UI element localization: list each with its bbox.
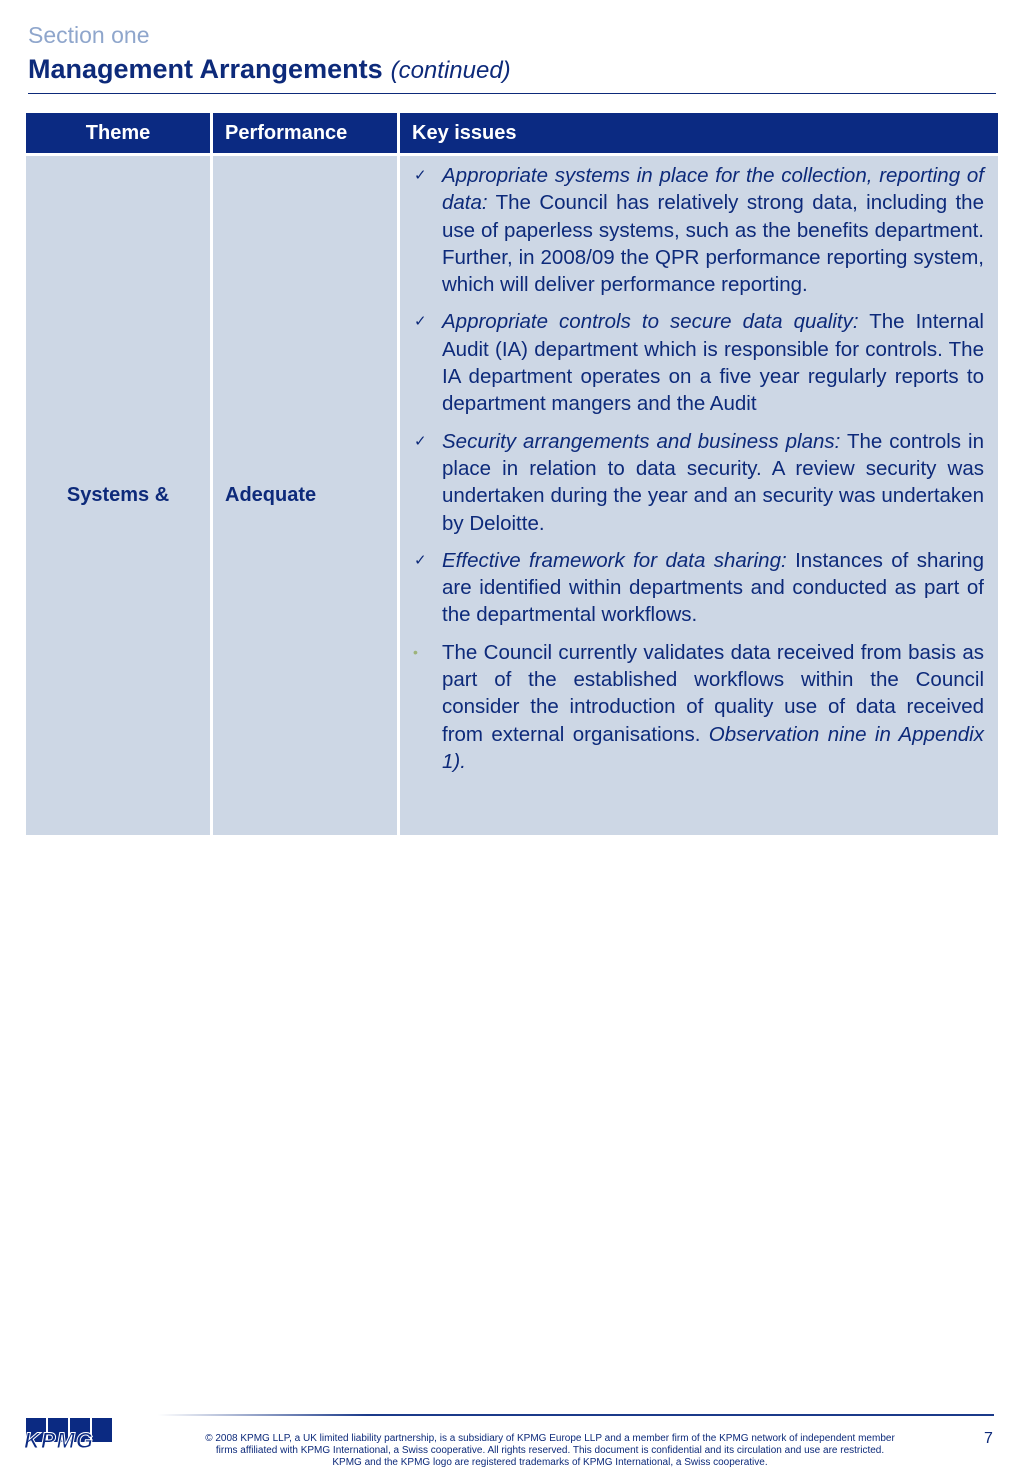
key-issue-body: The Council currently validates data received from basis as part of the established workflows within the Council consider the introduction of quality use of data received from external organisations. [442,640,984,746]
page-number: 7 [984,1430,993,1447]
checkmark-icon: ✓ [414,432,427,450]
key-issue-item [412,162,984,298]
copyright-line: © 2008 KPMG LLP, a UK limited liability partnership, is a subsidiary of KPMG Europe LLP and a member firm of the KPMG network of independent member [205,1433,895,1444]
key-issue-item [412,639,984,775]
title-divider [28,93,996,94]
column-header-performance: Performance [213,113,400,156]
bullet-dot-icon: • [413,643,418,660]
kpmg-logo [26,1418,112,1454]
key-issue-heading: Appropriate systems in place for the collection, reporting of data: [442,164,984,215]
key-issues-table [26,113,998,835]
checkmark-icon: ✓ [414,313,427,331]
key-issue-heading: Appropriate controls to secure data quality: [442,310,859,334]
key-issue-heading: Security arrangements and business plans: [442,429,841,453]
key-issue-body: The Internal Audit (IA) department which is responsible for controls. The IA department operates on a five year regularly reports to department mangers and the Audit [442,310,984,416]
page-title-suffix: (continued) [390,57,511,84]
copyright-line: KPMG and the KPMG logo are registered trademarks of KPMG International, a Swiss cooperative. [332,1457,768,1468]
key-issue-body: The Council has relatively strong data, including the use of paperless systems, such as the benefits department. Further, in 2008/09 the QPR performance reporting system, which will deliver performance reporting. [442,191,984,297]
performance-cell: Adequate [213,156,400,835]
page-title-text: Management Arrangements [28,54,383,84]
checkmark-icon: ✓ [414,551,427,569]
table-row [26,156,998,835]
section-label: Section one [28,22,150,48]
key-issues-cell [400,156,998,835]
key-issue-body: Instances of sharing are identified within departments and conducted as part of the departmental workflows. [442,548,984,627]
key-issues-list [412,162,984,775]
table-header-row [26,113,998,156]
footer-copyright [150,1433,950,1469]
column-header-key-issues: Key issues [400,113,998,156]
key-issue-item [412,428,984,537]
key-issue-body: The controls in place in relation to data security. A review security was undertaken during the year and an security was undertaken by Deloitte. [442,429,984,535]
column-header-theme: Theme [26,113,213,156]
key-issue-heading: Effective framework for data sharing: [442,548,787,572]
key-issue-tail: Observation nine in Appendix 1). [442,722,984,773]
key-issue-item [412,547,984,629]
theme-cell: Systems & [26,156,213,835]
logo-wordmark: KPMG [24,1428,94,1453]
copyright-line: firms affiliated with KPMG International, a Swiss cooperative. All rights reserved. This document is confidential and its circulation and use are restricted. [215,1445,885,1456]
page-title [28,54,511,85]
checkmark-icon: ✓ [414,167,427,184]
footer-divider [158,1414,994,1416]
key-issue-item [412,308,984,417]
